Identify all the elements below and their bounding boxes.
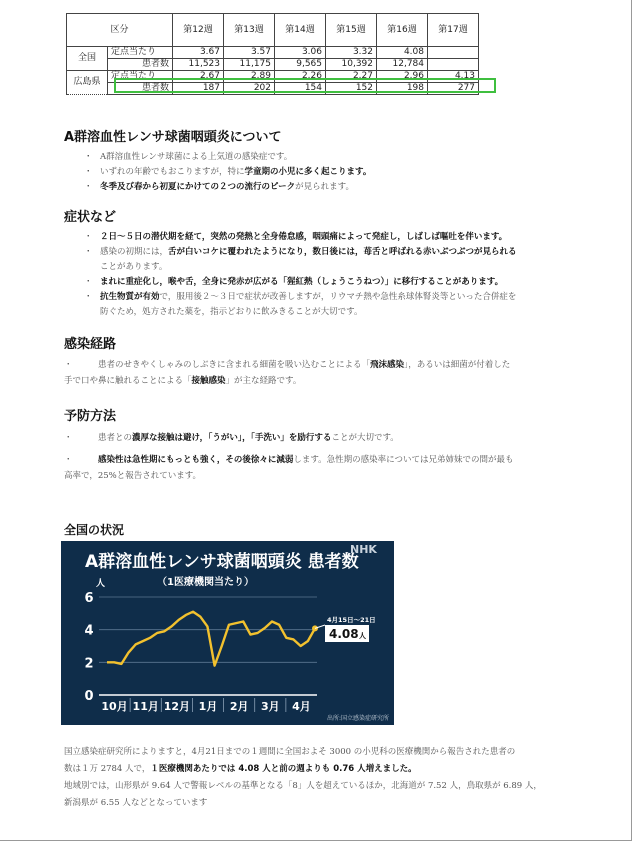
series-line <box>107 612 315 666</box>
bullet-text: いずれの年齢でもおこりますが，特に <box>100 167 245 177</box>
text: 」が主な経路です。 <box>225 376 302 386</box>
value-cell: 2.27 <box>326 71 377 83</box>
list-item <box>84 230 584 245</box>
y-tick-label: 6 <box>84 591 94 606</box>
text: 手で口や鼻に触れることによる「 <box>64 376 192 386</box>
section-title-route: 感染経路 <box>64 337 117 352</box>
bold-text: 感染性は急性期にもっとも強く，その後徐々に減弱 <box>98 455 294 465</box>
prevention-line: ・ 感染性は急性期にもっとも強く，その後徐々に減弱します。急性期の感染率については兄弟姉妹での間が最も <box>64 455 514 465</box>
summary-line: 国立感染症研究所によりますと，4月21日までの１週間に全国およそ 3000 の小児科の医療機関から報告された患者の <box>64 747 516 757</box>
region-cell: 広島県 <box>67 71 108 95</box>
chart-subtitle: （1医療機関当たり） <box>157 577 254 588</box>
nhk-logo: NHK <box>350 543 377 556</box>
value-cell: 3.32 <box>326 47 377 59</box>
bullet-bold: まれに重症化し，喉や舌，全身に発赤が広がる「猩紅熱（しょうこうねつ）」に移行することがあります。 <box>100 277 504 287</box>
value-cell: 2.96 <box>377 71 428 83</box>
summary-line: 地域別では，山形県が 9.64 人で警報レベルの基準となる「8」人を超えているほか，北海道が 7.52 人，鳥取県が 6.89 人， <box>64 781 542 791</box>
metric-cell: 患者数 <box>108 83 173 95</box>
symptom-bullets <box>84 230 584 320</box>
value-cell: 10,392 <box>326 59 377 71</box>
week-header: 第16週 <box>377 14 428 47</box>
bold-text: 飛沫感染 <box>370 360 405 370</box>
callout-value: 4.08 <box>329 627 359 641</box>
week-header: 第17週 <box>428 14 479 47</box>
y-tick-label: 4 <box>84 623 94 639</box>
list-item <box>84 290 584 305</box>
value-cell: 9,565 <box>275 59 326 71</box>
route-line <box>64 373 574 389</box>
list-item <box>84 150 584 165</box>
bullet-bold: 抗生物質が有効 <box>100 292 160 302</box>
prevention-line: ・ 患者との濃厚な接触は避け，「うがい」，「手洗い」を励行することが大切です。 <box>64 433 399 443</box>
section-title-about: A群溶血性レンサ球菌咽頭炎について <box>64 130 282 145</box>
list-item <box>84 275 584 290</box>
value-cell: 4.13 <box>428 71 479 83</box>
summary-line: 新潟県が 6.55 人などとなっています <box>64 798 208 808</box>
value-cell: 277 <box>428 83 479 95</box>
route-line: ・ 患者のせきやくしゃみのしぶきに含まれる細菌を吸い込むことによる「飛沫感染」，あるいは細菌が付着した <box>64 360 511 370</box>
bullet-text: A群溶血性レンサ球菌による上気道の感染症です。 <box>100 152 293 162</box>
value-cell: 3.57 <box>224 47 275 59</box>
value-cell: 12,784 <box>377 59 428 71</box>
value-cell: 11,175 <box>224 59 275 71</box>
patients-chart <box>61 541 394 725</box>
y-tick-label: 2 <box>84 656 94 672</box>
week-header: 第12週 <box>173 14 224 47</box>
x-tick-label: 11月 <box>132 700 159 713</box>
bullet-text: で，服用後２～３日で症状が改善しますが，リウマチ熱や急性糸球体腎炎等といった合併症を <box>159 292 517 302</box>
value-cell: 3.67 <box>173 47 224 59</box>
bullet-text: が見られます。 <box>295 182 354 192</box>
section-title-symptoms: 症状など <box>64 210 117 225</box>
text: 患者のせきやくしゃみのしぶきに含まれる細菌を吸い込むことによる「 <box>98 360 371 370</box>
callout-unit: 人 <box>359 632 366 640</box>
value-cell <box>428 59 479 71</box>
list-item-continuation <box>84 305 584 320</box>
value-cell: 2.89 <box>224 71 275 83</box>
y-axis-unit: 人 <box>96 579 106 589</box>
list-item-continuation <box>84 260 584 275</box>
summary-line <box>64 761 574 778</box>
x-tick-label: 1月 <box>198 700 218 713</box>
line-chart <box>61 541 394 725</box>
bullet-text: 防ぐため，処方された薬を，指示どおりに飲みきることが大切です。 <box>100 307 363 317</box>
value-cell: 2.67 <box>173 71 224 83</box>
metric-cell: 定点当たり <box>108 71 173 83</box>
value-cell: 198 <box>377 83 428 95</box>
metric-cell: 患者数 <box>108 59 173 71</box>
chart-title: A群溶血性レンサ球菌咽頭炎 患者数 <box>85 552 359 572</box>
text: 患者との <box>98 433 133 443</box>
callout-date: 4月15日～21日 <box>327 616 376 624</box>
value-cell: 154 <box>275 83 326 95</box>
x-tick-label: 12月 <box>163 700 191 713</box>
table-row <box>67 47 479 59</box>
value-cell <box>428 47 479 59</box>
bullet-text: 感染の初期には， <box>100 247 169 257</box>
x-tick-label: 2月 <box>229 700 249 713</box>
list-item <box>84 180 584 195</box>
highlight-box <box>114 78 496 93</box>
value-cell: 202 <box>224 83 275 95</box>
prevention-paragraph <box>64 430 574 484</box>
value-cell: 3.06 <box>275 47 326 59</box>
value-cell: 4.08 <box>377 47 428 59</box>
week-header: 第13週 <box>224 14 275 47</box>
section-title-national: 全国の状況 <box>64 523 125 537</box>
value-cell: 152 <box>326 83 377 95</box>
metric-cell: 定点当たり <box>108 47 173 59</box>
list-item <box>84 245 584 260</box>
prevention-line <box>64 468 574 484</box>
y-tick-label: 0 <box>84 689 94 704</box>
x-tick-label: 10月 <box>101 700 128 713</box>
bullet-bold: ２日～５日の潜伏期を経て，突然の発熱と全身倦怠感，咽頭痛によって発症し，しばしば嘔吐を伴います。 <box>100 232 508 242</box>
text: 高率で，25%と報告されています。 <box>64 471 202 481</box>
section-title-prevention: 予防方法 <box>64 409 117 424</box>
value-cell: 11,523 <box>173 59 224 71</box>
table-header-label: 区分 <box>67 14 173 47</box>
chart-source: 出所:国立感染症研究所 <box>327 715 390 722</box>
text: ことが大切です。 <box>331 433 399 443</box>
bullet-text: ことがあります。 <box>100 262 168 272</box>
list-item <box>84 165 584 180</box>
week-header: 第14週 <box>275 14 326 47</box>
text: 」，あるいは細菌が付着した <box>404 360 511 370</box>
about-bullets <box>84 150 584 195</box>
region-cell: 全国 <box>67 47 108 71</box>
value-cell: 2.26 <box>275 71 326 83</box>
bold-text: 濃厚な接触は避け，「うがい」，「手洗い」を励行する <box>132 433 332 443</box>
bullet-bold: 舌が白いコケに覆われたようになり，数日後には，苺舌と呼ばれる赤いぶつぶつが見られる <box>168 247 517 257</box>
x-tick-label: 4月 <box>292 700 311 713</box>
text: します。急性期の感染率については兄弟姉妹での間が最も <box>293 455 514 465</box>
week-header: 第15週 <box>326 14 377 47</box>
value-cell: 187 <box>173 83 224 95</box>
text: 数は１万 2784 人で， <box>64 764 151 774</box>
bullet-bold: 学童期の小児に多く起こります。 <box>244 167 372 177</box>
x-tick-label: 3月 <box>260 700 280 713</box>
bold-text: 接触感染 <box>191 376 226 386</box>
bold-text: １医療機関あたりでは 4.08 人と前の週よりも 0.76 人増えました。 <box>150 764 417 774</box>
route-paragraph <box>64 357 574 389</box>
bullet-bold: 冬季及び春から初夏にかけての２つの流行のピーク <box>100 182 296 192</box>
summary-paragraph <box>64 744 574 812</box>
table-row <box>67 59 479 71</box>
